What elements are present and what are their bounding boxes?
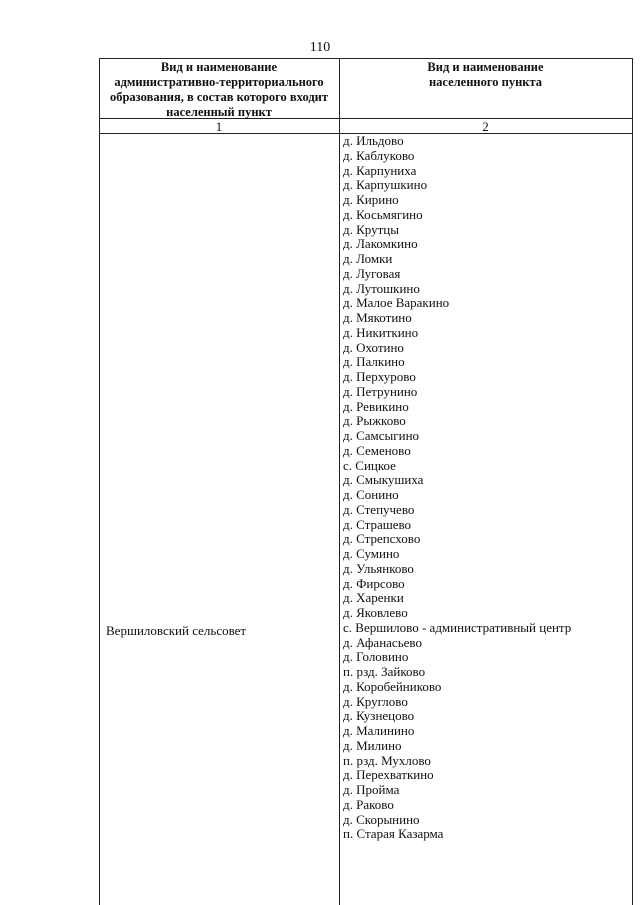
settlement-item: д. Самсыгино — [343, 428, 420, 443]
settlement-item: д. Страшево — [343, 516, 412, 532]
settlement-item: д. Ильдово — [343, 133, 404, 148]
settlement-item: д. Каблуково — [343, 147, 415, 163]
settlement-item: с. Сицкое — [343, 457, 396, 473]
table-border-top — [99, 58, 633, 59]
table-border-left — [99, 58, 100, 905]
settlement-item: д. Лутошкино — [343, 280, 420, 296]
settlement-item: д. Мякотино — [343, 310, 412, 325]
settlement-item: д. Малинино — [343, 723, 415, 738]
settlement-item: д. Головино — [343, 649, 409, 665]
page-number: 110 — [309, 40, 331, 55]
column-1-header: Вид и наименование административно-территориального образования, в состав которого входит населенный пункт — [109, 60, 329, 119]
settlement-item: д. Лакомкино — [343, 236, 418, 252]
settlement-item: д. Палкино — [343, 354, 405, 370]
settlement-item: д. Крутцы — [343, 221, 399, 237]
settlement-item: д. Охотино — [343, 339, 404, 355]
settlement-item: д. Коробейниково — [343, 678, 442, 694]
settlement-item: д. Перхурово — [343, 369, 416, 384]
settlement-item: д. Малое Варакино — [343, 295, 450, 311]
settlement-item: д. Пройма — [343, 782, 400, 797]
column-2-number: 2 — [482, 119, 489, 134]
column-2-header: Вид и наименование населенного пункта — [427, 60, 544, 89]
settlement-item: д. Скорынино — [343, 811, 420, 827]
settlement-item: д. Ульянково — [343, 560, 414, 576]
column-1-number: 1 — [215, 119, 223, 134]
settlement-item: д. Кузнецово — [343, 708, 415, 724]
settlement-list — [343, 134, 571, 842]
settlement-item: д. Милино — [343, 737, 402, 753]
settlement-item: д. Ревикино — [343, 398, 409, 414]
settlement-item: д. Харенки — [343, 590, 404, 606]
settlement-item: п. Старая Казарма — [343, 826, 444, 842]
settlement-item: д. Карпушкино — [343, 177, 428, 193]
settlement-item: д. Луговая — [343, 265, 401, 281]
settlement-item: д. Никиткино — [343, 324, 419, 340]
table-column-divider — [339, 58, 340, 905]
settlement-item: д. Карпуниха — [343, 162, 417, 178]
settlement-item: д. Рыжково — [343, 413, 406, 429]
settlement-item: д. Сонино — [343, 487, 399, 502]
settlement-item: п. рзд. Зайково — [343, 664, 426, 679]
settlement-item: д. Раково — [343, 796, 394, 812]
settlement-item: с. Вершилово - административный центр — [343, 619, 572, 635]
settlement-item: п. рзд. Мухлово — [343, 752, 431, 768]
settlement-item: д. Фирсово — [343, 575, 405, 591]
settlement-item: д. Круглово — [343, 693, 408, 709]
administrative-entity: Вершиловский сельсовет — [106, 623, 247, 638]
settlement-item: д. Ломки — [343, 251, 393, 266]
settlement-item: д. Перехваткино — [343, 767, 434, 783]
settlement-item: д. Стрепсхово — [343, 531, 421, 547]
settlement-item: д. Афанасьево — [343, 634, 422, 650]
settlement-item: д. Семеново — [343, 442, 411, 458]
settlement-item: д. Степучево — [343, 501, 415, 517]
settlement-item: д. Сумино — [343, 546, 400, 561]
settlement-item: д. Петрунино — [343, 383, 418, 399]
settlement-item: д. Смыкушиха — [343, 472, 424, 488]
settlement-item: д. Кирино — [343, 192, 399, 207]
settlement-item: д. Яковлево — [343, 605, 408, 620]
settlement-item: д. Косьмягино — [343, 206, 423, 222]
table-border-right — [632, 58, 633, 905]
